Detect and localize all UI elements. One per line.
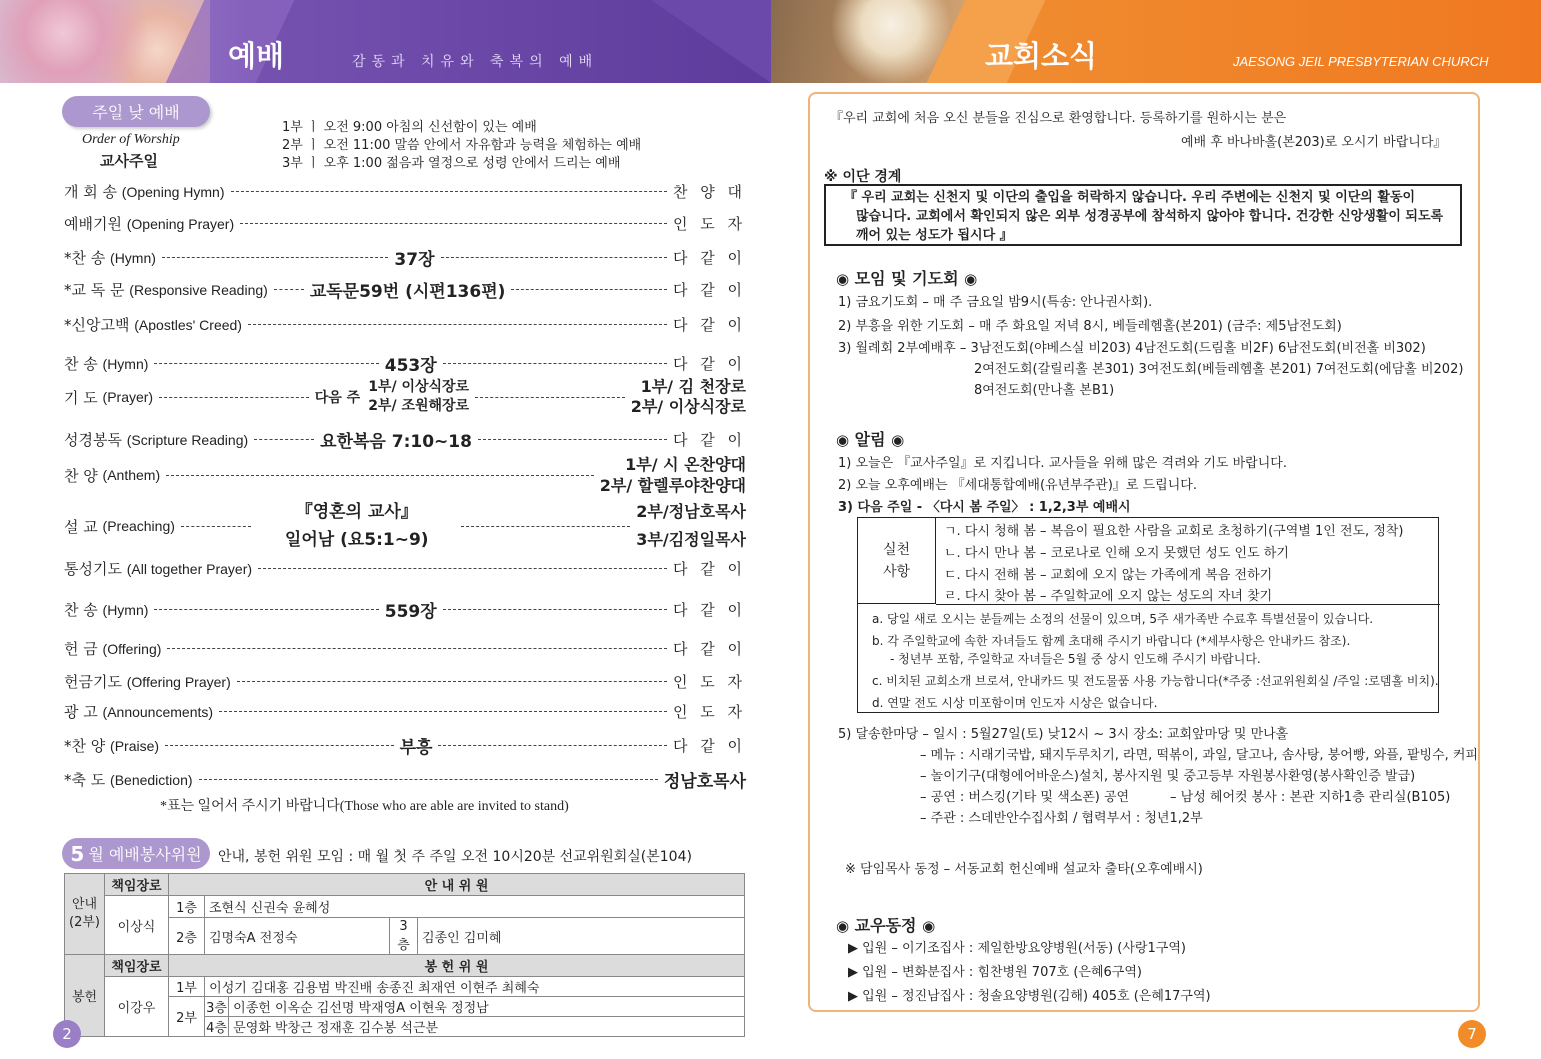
practice-item: ㄱ. 다시 청해 봄 – 복음이 필요한 사람을 교회로 초청하기(구역별 1인 전도, 정착) <box>944 524 1404 539</box>
meeting-item: 3) 월례회 2부예배후 – 3남전도회(야베스실 비203) 4남전도회(드림홀 비2F) 6남전도회(비전홀 비302) <box>838 341 1426 356</box>
order-row: 찬 송 (Hymn) 559장 다 같 이 <box>64 601 747 622</box>
order-row: 개 회 송 (Opening Hymn) 찬 양 대 <box>64 183 746 201</box>
right-header-banner <box>771 0 1541 83</box>
festival-item: – 공연 : 버스킹(기타 및 색소폰) 공연 <box>920 790 1130 805</box>
members-heading: ◉ 교우동정 ◉ <box>836 916 936 935</box>
may-meeting-note: 안내, 봉헌 위원 모임 : 매 월 첫 주 주일 오전 10시20분 선교위원회실(본104) <box>218 849 692 865</box>
service-committee-table: 안내 (2부) 책임장로 안 내 위 원 이상식 1층 조현식 신권숙 윤혜성 2층 김명숙A 전정숙 3층 김종인 김미혜 봉헌 책임장로 봉 헌 위 원 이강우 1부 이성기 김대홍 김용범 박진배 송종진 최재연 이현주 최혜숙 2부 3층 이종헌 이옥순 김선명 박재영A 이현욱 정정남 4층 문영화 박창근 정재훈 김수봉 석근분 <box>64 873 745 1037</box>
order-row-preaching: 설 교 (Preaching) 『영혼의 교사』 일어남 (요5:1~9) 2부/정남호목사 3부/김정일목사 <box>64 502 746 550</box>
page-number-left: 2 <box>53 1020 81 1048</box>
service-time-3: 3부 ㅣ 오후 1:00 젊음과 열정으로 성령 안에서 드리는 예배 <box>282 156 621 171</box>
member-item: ▶ 입원 – 정진남집사 : 청솔요양병원(김해) 405호 (은혜17구역) <box>848 989 1211 1004</box>
meetings-heading: ◉ 모임 및 기도회 ◉ <box>836 269 978 288</box>
practice-label: 실천 사항 <box>858 518 936 604</box>
today-theme: 교사주일 <box>100 152 158 170</box>
stand-note: *표는 일어서 주시기 바랍니다(Those who are able are invited to stand) <box>160 799 569 814</box>
sunday-worship-pill: 주일 낮 예배 <box>62 96 210 127</box>
member-item: ▶ 입원 – 변화분집사 : 힘찬병원 707호 (은혜6구역) <box>848 965 1142 980</box>
order-row: 성경봉독 (Scripture Reading) 요한복음 7:10~18 다 같 이 <box>64 431 746 452</box>
practice-item: ㄴ. 다시 만나 봄 – 코로나로 인해 오지 못했던 성도 인도 하기 <box>944 546 1289 561</box>
notice-item: 2) 오늘 오후예배는 『세대통합예배(유년부주관)』로 드립니다. <box>838 478 1197 493</box>
heresy-warning-box: 『 우리 교회는 신천지 및 이단의 출입을 허락하지 않습니다. 우리 주변에는 신천지 및 이단의 활동이 많습니다. 교회에서 확인되지 않은 외부 성경공부에 참석하지 않아야 합니다. 건강한 신앙생활이 되도록 깨어 있는 성도가 됩시다 』 <box>824 184 1462 246</box>
festival-item: – 메뉴 : 시래기국밥, 돼지두루치기, 라면, 떡볶이, 과일, 달고나, 솜사탕, 붕어빵, 와플, 팥빙수, 커피 <box>920 748 1479 763</box>
order-row: 헌금기도 (Offering Prayer) 인 도 자 <box>64 673 746 691</box>
member-item: ▶ 입원 – 이기조집사 : 제일한방요양병원(서동) (사랑1구역) <box>848 941 1186 956</box>
order-row-prayer: 기 도 (Prayer) 다음 주 1부/ 이상식장로 2부/ 조원해장로 1부/ 김 천장로 2부/ 이상식장로 <box>64 377 746 416</box>
practice-item: ㄹ. 다시 찾아 봄 – 주일학교에 오지 않는 성도의 자녀 찾기 <box>944 589 1273 604</box>
meeting-item: 2) 부흥을 위한 기도회 – 매 주 화요일 저녁 8시, 베들레헴홀(본201) (금주: 제5남전도회) <box>838 319 1342 334</box>
notice-item: 1) 오늘은 『교사주일』로 지킵니다. 교사들을 위해 많은 격려와 기도 바랍니다. <box>838 456 1287 471</box>
page-number-right: 7 <box>1458 1020 1486 1048</box>
festival-item: 5) 달송한마당 – 일시 : 5월27일(토) 낮12시 ~ 3시 장소: 교회앞마당 및 만나홀 <box>838 727 1289 742</box>
order-row: 광 고 (Announcements) 인 도 자 <box>64 703 746 721</box>
practice-sub: c. 비치된 교회소개 브로셔, 안내카드 및 전도물품 사용 가능합니다(*주중 :선교위원회실 /주일 :로뎀홀 비치). <box>872 674 1439 688</box>
welcome-line-1: 『우리 교회에 처음 오신 분들을 진심으로 환영합니다. 등록하기를 원하시는 분은 <box>830 111 1287 126</box>
order-row: *축 도 (Benediction) 정남호목사 <box>64 771 746 792</box>
pastor-note: ※ 담임목사 동정 – 서동교회 헌신예배 설교차 출타(오후예배시) <box>845 862 1203 877</box>
order-row: *교 독 문 (Responsive Reading) 교독문59번 (시편136편) 다 같 이 <box>64 281 746 302</box>
festival-item: – 주관 : 스데반안수집사회 / 협력부서 : 청년1,2부 <box>920 811 1203 826</box>
order-row: 예배기원 (Opening Prayer) 인 도 자 <box>64 215 746 233</box>
order-row: *찬 양 (Praise) 부흥 다 같 이 <box>64 737 747 758</box>
left-header-title: 예배 <box>228 39 285 73</box>
festival-item: – 남성 헤어컷 봉사 : 본관 지하1층 관리실(B105) <box>1170 790 1451 805</box>
left-header-subtitle: 감동과 치유와 축복의 예배 <box>352 54 599 70</box>
order-row: 찬 송 (Hymn) 453장 다 같 이 <box>64 355 747 376</box>
order-row: 헌 금 (Offering) 다 같 이 <box>64 640 746 658</box>
festival-item: – 놀이기구(대형에어바운스)설치, 봉사지원 및 중고등부 자원봉사환영(봉사확인증 발급) <box>920 769 1416 784</box>
practice-sub: - 청년부 포함, 주일학교 자녀들은 5월 중 상시 인도해 주시기 바랍니다. <box>890 652 1261 666</box>
order-of-worship-label: Order of Worship <box>82 132 180 147</box>
order-row: *신앙고백 (Apostles' Creed) 다 같 이 <box>64 316 746 334</box>
practice-sub: b. 각 주일학교에 속한 자녀들도 함께 초대해 주시기 바랍니다 (*세부사항은 안내카드 참조). <box>872 634 1351 648</box>
meeting-item: 2여전도회(갈릴리홀 본301) 3여전도회(베들레헴홀 본201) 7여전도회(에담홀 비202) <box>974 362 1464 377</box>
right-header-title: 교회소식 <box>985 39 1098 73</box>
practice-item: ㄷ. 다시 전해 봄 – 교회에 오지 않는 가족에게 복음 전하기 <box>944 568 1273 583</box>
right-header-subtitle: JAESONG JEIL PRESBYTERIAN CHURCH <box>1233 54 1489 69</box>
order-row: *찬 송 (Hymn) 37장 다 같 이 <box>64 249 746 270</box>
notice-heading: ◉ 알림 ◉ <box>836 430 905 449</box>
service-time-2: 2부 ㅣ 오전 11:00 말씀 안에서 자유함과 능력을 체험하는 예배 <box>282 138 642 153</box>
meeting-item: 1) 금요기도회 – 매 주 금요일 밤9시(특송: 안나권사회). <box>838 295 1153 310</box>
may-service-pill: 5 월 예배봉사위원 <box>62 838 210 869</box>
order-row-anthem: 찬 양 (Anthem) 1부/ 시 온찬양대 2부/ 할렐루야찬양대 <box>64 455 746 495</box>
practice-sub: a. 당일 새로 오시는 분들께는 소정의 선물이 있으며, 5주 새가족반 수료후 특별선물이 있습니다. <box>872 612 1374 626</box>
heresy-title: ※ 이단 경계 <box>824 169 902 185</box>
order-row: 통성기도 (All together Prayer) 다 같 이 <box>64 560 746 578</box>
service-time-1: 1부 ㅣ 오전 9:00 아침의 신선함이 있는 예배 <box>282 120 537 135</box>
meeting-item: 8여전도회(만나홀 본B1) <box>974 383 1115 398</box>
notice-item: 3) 다음 주일 - 〈다시 봄 주일〉 : 1,2,3부 예배시 <box>838 500 1131 515</box>
practice-sub: d. 연말 전도 시상 미포함이며 인도자 시상은 없습니다. <box>872 696 1158 710</box>
practice-box <box>857 517 1439 713</box>
welcome-line-2: 예배 후 바나바홀(본203)로 오시기 바랍니다』 <box>1181 135 1447 150</box>
